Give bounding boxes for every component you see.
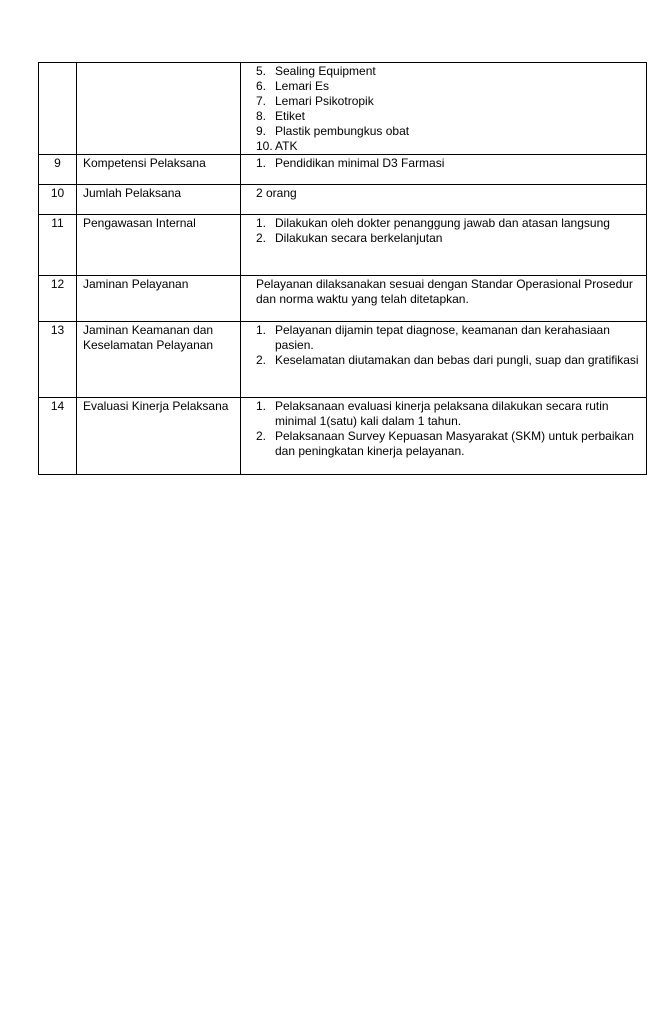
service-standard-table	[38, 62, 647, 475]
row-description	[241, 63, 647, 155]
list-item: 6. Lemari Es	[256, 79, 330, 93]
table-row	[39, 322, 647, 398]
table-row	[39, 398, 647, 475]
table-row	[39, 155, 647, 185]
list-item: 1. Pelaksanaan evaluasi kinerja pelaksana dilakukan secara rutin minimal 1(satu) kali dalam 1 tahun.	[256, 399, 609, 428]
row-number: 11	[39, 215, 77, 276]
row-number: 10	[39, 185, 77, 215]
row-component: Pengawasan Internal	[77, 215, 241, 276]
list-item: 10. ATK	[256, 139, 298, 153]
row-number: 14	[39, 398, 77, 475]
row-component: Jumlah Pelaksana	[77, 185, 241, 215]
list-item: 9. Plastik pembungkus obat	[256, 124, 410, 138]
table-row	[39, 185, 647, 215]
list-item: 2. Pelaksanaan Survey Kepuasan Masyarakat (SKM) untuk perbaikan dan peningkatan kinerja pelayanan.	[256, 429, 634, 458]
list-item: 2. Dilakukan secara berkelanjutan	[256, 231, 443, 245]
row-description	[241, 276, 647, 322]
row-description	[241, 322, 647, 398]
row-description	[241, 215, 647, 276]
row-number: 13	[39, 322, 77, 398]
item-list	[256, 216, 640, 246]
row-text: 2 orang	[256, 186, 297, 200]
row-component	[77, 63, 241, 155]
item-list	[256, 399, 640, 459]
row-number: 9	[39, 155, 77, 185]
list-item: 5. Sealing Equipment	[256, 64, 376, 78]
row-description	[241, 398, 647, 475]
item-list	[256, 156, 640, 171]
row-description	[241, 185, 647, 215]
row-component: Kompetensi Pelaksana	[77, 155, 241, 185]
row-text: Pelayanan dilaksanakan sesuai dengan Standar Operasional Prosedur dan norma waktu yang telah ditetapkan.	[256, 277, 633, 306]
list-item: 2. Keselamatan diutamakan dan bebas dari pungli, suap dan gratifikasi	[256, 353, 639, 367]
item-list	[256, 64, 640, 154]
row-component: Jaminan Keamanan dan Keselamatan Pelayanan	[77, 322, 241, 398]
table-row	[39, 276, 647, 322]
list-item: 8. Etiket	[256, 109, 306, 123]
list-item: 1. Pelayanan dijamin tepat diagnose, keamanan dan kerahasiaan pasien.	[256, 323, 610, 352]
list-item: 1. Pendidikan minimal D3 Farmasi	[256, 156, 445, 170]
list-item: 1. Dilakukan oleh dokter penanggung jawab dan atasan langsung	[256, 216, 610, 230]
row-component: Evaluasi Kinerja Pelaksana	[77, 398, 241, 475]
table-row	[39, 215, 647, 276]
table-row	[39, 63, 647, 155]
row-number: 12	[39, 276, 77, 322]
row-component: Jaminan Pelayanan	[77, 276, 241, 322]
item-list	[256, 323, 640, 368]
row-number	[39, 63, 77, 155]
list-item: 7. Lemari Psikotropik	[256, 94, 374, 108]
row-description	[241, 155, 647, 185]
